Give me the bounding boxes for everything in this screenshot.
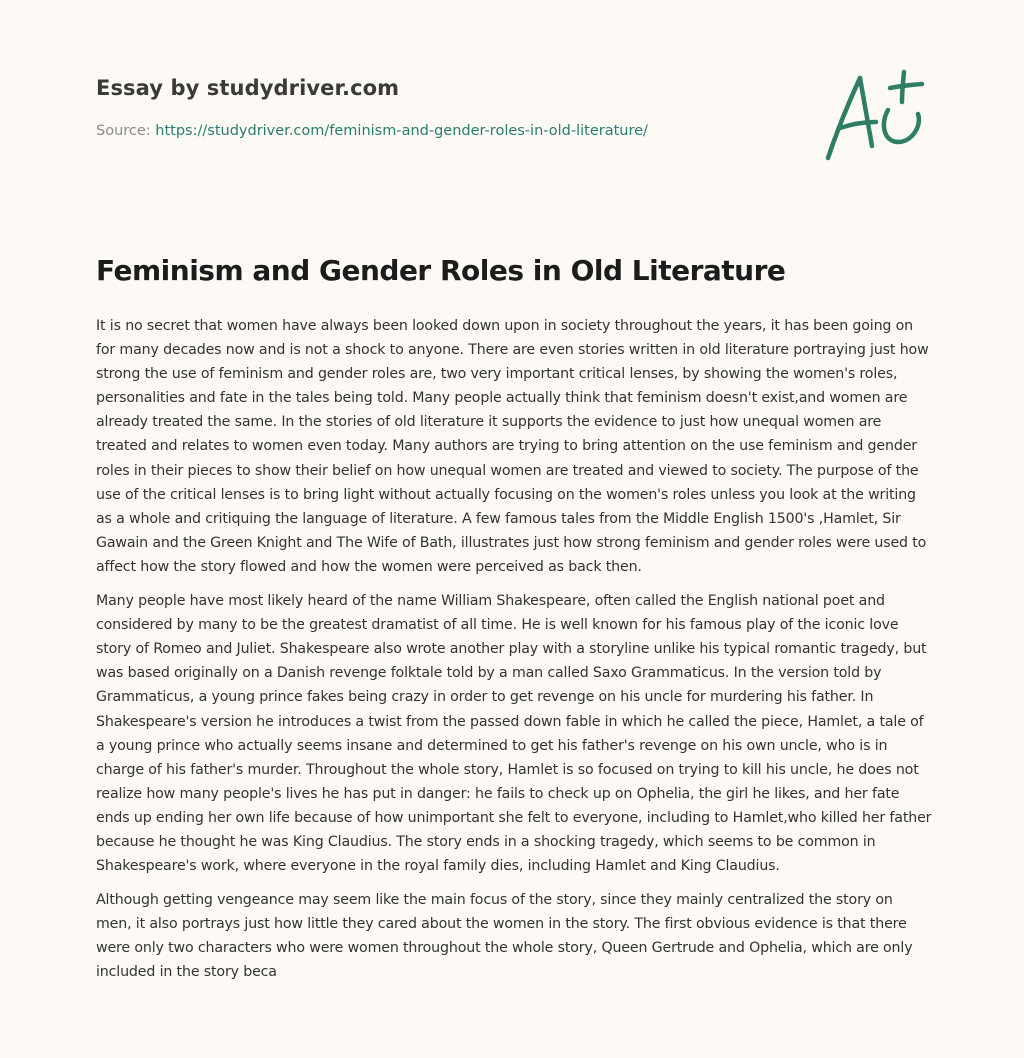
a-plus-icon: [818, 66, 930, 166]
essay-body: [96, 314, 932, 995]
essay-paragraph: Although getting vengeance may seem like the main focus of the story, since they mainly centralized the story on men, it also portrays just how little they cared about the women in the story. The first obvious evidence is that there were only two characters who were women throughout the whole story, Queen Gertrude and Ophelia, which are only included in the story beca: [96, 892, 913, 981]
source-label: Source:: [96, 123, 156, 139]
page-header: [96, 76, 796, 139]
source-link[interactable]: https://studydriver.com/feminism-and-gender-roles-in-old-literature/: [155, 123, 648, 139]
source-line: [96, 123, 796, 139]
essay-paragraph: It is no secret that women have always been looked down upon in society throughout the years, it has been going on for many decades now and is not a shock to anyone. There are even stories written in old literature portraying just how strong the use of feminism and gender roles are, two very important critical lenses, by showing the women's roles, personalities and fate in the tales being told. Many people actually think that feminism doesn't exist,and women are already treated the same. In the stories of old literature it supports the evidence to just how unequal women are treated and relates to women even today. Many authors are trying to bring attention on the use feminism and gender roles in their pieces to show their belief on how unequal women are treated and viewed to society. The purpose of the use of the critical lenses is to bring light without actually focusing on the women's roles unless you look at the writing as a whole and critiquing the language of literature. A few famous tales from the Middle English 1500's ,Hamlet, Sir Gawain and the Green Knight and The Wife of Bath, illustrates just how strong feminism and gender roles were used to affect how the story flowed and how the women were perceived as back then.: [96, 318, 929, 575]
essay-title: Feminism and Gender Roles in Old Literature: [96, 254, 786, 287]
essay-paragraph: Many people have most likely heard of the name William Shakespeare, often called the English national poet and considered by many to be the greatest dramatist of all time. He is well known for his famous play of the iconic love story of Romeo and Juliet. Shakespeare also wrote another play with a storyline unlike his typical romantic tragedy, but was based originally on a Danish revenge folktale told by a man called Saxo Grammaticus. In the version told by Grammaticus, a young prince fakes being crazy in order to get revenge on his uncle for murdering his father. In Shakespeare's version he introduces a twist from the passed down fable in which he called the piece, Hamlet, a tale of a young prince who actually seems insane and determined to get his father's revenge on his own uncle, who is in charge of his father's murder. Throughout the whole story, Hamlet is so focused on trying to kill his uncle, he does not realize how many people's lives he has put in danger: he fails to check up on Ophelia, the girl he likes, and her fate ends up ending her own life because of how unimportant she felt to everyone, including to Hamlet,who killed her father because he thought he was King Claudius. The story ends in a shocking tragedy, which seems to be common in Shakespeare's work, where everyone in the royal family dies, including Hamlet and King Claudius.: [96, 593, 932, 875]
site-title: Essay by studydriver.com: [96, 76, 400, 100]
